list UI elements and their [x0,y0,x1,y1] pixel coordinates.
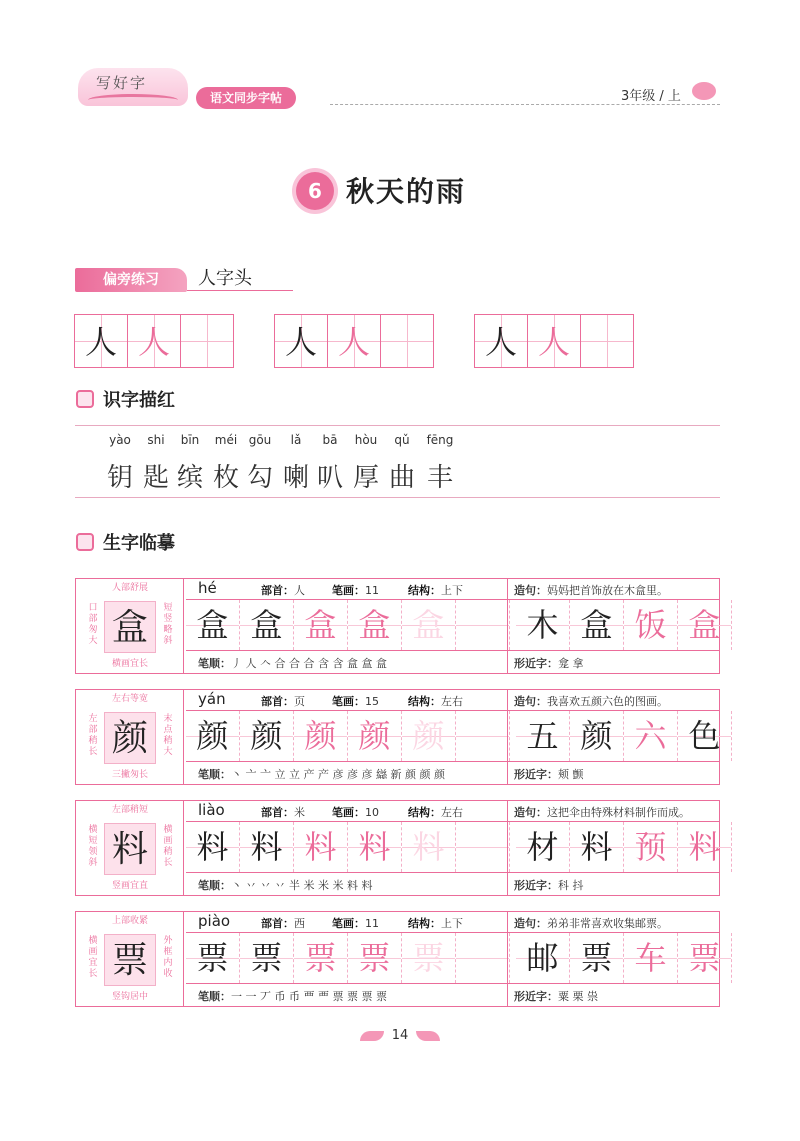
sentence: 造句：这把伞由特殊材料制作而成。 [514,806,690,819]
grid-cell[interactable]: 人 [527,314,581,368]
sentence: 造句：我喜欢五颜六色的图画。 [514,695,668,708]
pinyin-label: lǎ [290,433,302,447]
word-cell[interactable]: 预 [624,822,678,872]
practice-row [186,710,720,762]
practice-row [186,932,720,984]
bird-icon [692,82,716,100]
grid-cell[interactable]: 颜 [240,711,294,761]
pinyin-label: gōu [248,433,272,447]
stroke-order: 笔顺：一 一 丆 币 币 覀 覀 票 票 票 票 [198,990,387,1003]
grid-cell[interactable]: 人 [327,314,381,368]
stroke-order: 笔顺：丿 人 𠆢 合 合 合 含 含 盒 盒 盒 [198,657,387,670]
tip-bottom: 竖画宜直 [111,881,148,891]
grid-cell[interactable]: 票 [294,933,348,983]
sentence: 造句：弟弟非常喜欢收集邮票。 [514,917,668,930]
tip-bottom: 三撇匆长 [111,770,148,780]
grid-cell[interactable]: 盒 [402,600,456,650]
grid-cell[interactable]: 盒 [240,600,294,650]
header-divider [330,104,720,105]
radical-group [75,314,234,368]
grid-cell[interactable] [456,600,510,650]
tip-right: 外框内收 [163,936,173,979]
sentence: 造句：妈妈把首饰放在木盒里。 [514,584,668,597]
model-character: 料 [104,823,156,875]
model-character: 票 [104,934,156,986]
grid-cell[interactable]: 盒 [186,600,240,650]
practice-row [186,821,720,873]
radical-info: 部首：米 [261,806,305,819]
subtitle-pill: 语文同步字帖 [196,87,296,109]
radical-group [475,314,634,368]
strokes-info: 笔画：10 [332,806,379,819]
grid-cell[interactable]: 票 [186,933,240,983]
grid-cell[interactable]: 人 [127,314,181,368]
pinyin-label: qǔ [394,433,410,447]
model-box [76,579,184,673]
trace-character: 匙 [142,463,169,493]
grid-cell[interactable]: 料 [348,822,402,872]
tip-bottom: 横画宜长 [111,659,148,669]
strokes-info: 笔画：11 [332,917,379,930]
word-cell[interactable]: 车 [624,933,678,983]
grid-cell[interactable]: 料 [186,822,240,872]
stroke-order: 笔顺：丶 丷 丷 丷 半 米 米 米 料 料 [198,879,373,892]
pinyin-label: shi [147,433,165,447]
word-cell[interactable]: 盒 [678,600,732,650]
pinyin-label: hòu [354,433,378,447]
stroke-order: 笔顺：丶 亠 亠 立 立 产 产 彦 彦 彦 䜌 新 颜 颜 颜 [198,768,445,781]
practice-row [186,599,720,651]
structure-info: 结构：上下 [408,584,463,597]
word-cell[interactable]: 色 [678,711,732,761]
word-cell[interactable]: 饭 [624,600,678,650]
similar-chars: 形近字：科 抖 [514,879,584,892]
tip-right: 短竖略斜 [163,603,173,646]
column-divider [507,801,508,895]
grid-cell[interactable]: 盒 [348,600,402,650]
word-cell[interactable]: 料 [570,822,624,872]
word-cell[interactable]: 颜 [570,711,624,761]
word-cell[interactable]: 五 [516,711,570,761]
tip-right: 末点稍大 [163,714,173,757]
radical-info: 部首：人 [261,584,305,597]
practice-block [75,800,720,896]
practice-block [75,578,720,674]
model-character: 颜 [104,712,156,764]
pinyin-label: bīn [180,433,200,447]
tip-bottom: 竖钩居中 [111,992,148,1002]
radical-tag-line [187,290,293,291]
pinyin: yán [198,690,226,708]
divider [75,497,720,498]
radical-name: 人字头 [198,268,252,289]
radical-info: 部首：西 [261,917,305,930]
word-cell[interactable]: 料 [678,822,732,872]
grid-cell[interactable] [456,933,510,983]
grid-cell[interactable]: 票 [348,933,402,983]
trace-character: 喇 [282,463,309,493]
tip-top: 上部收紧 [111,916,148,926]
similar-chars: 形近字：粟 栗 祟 [514,990,598,1003]
structure-info: 结构：上下 [408,917,463,930]
strokes-info: 笔画：15 [332,695,379,708]
pencil-book-icon [76,533,94,551]
model-character: 盒 [104,601,156,653]
grid-cell[interactable] [380,314,434,368]
grid-cell[interactable]: 颜 [186,711,240,761]
grid-cell[interactable]: 人 [274,314,328,368]
tip-top: 左右等宽 [111,694,148,704]
trace-character: 丰 [426,463,453,493]
pinyin-label: bā [322,433,338,447]
pinyin: hé [198,579,217,597]
book-icon [88,94,178,106]
tip-top: 人部舒展 [111,583,148,593]
structure-info: 结构：左右 [408,806,463,819]
trace-character: 厚 [352,463,379,493]
word-cell[interactable]: 票 [570,933,624,983]
tip-left: 横画宜长 [88,936,98,979]
word-cell[interactable]: 材 [516,822,570,872]
tip-left: 口部匆大 [88,603,98,646]
column-divider [507,579,508,673]
tip-top: 左部稍短 [111,805,148,815]
section-title-recognize: 识字描红 [103,390,175,411]
similar-chars: 形近字：龛 拿 [514,657,584,670]
grid-cell[interactable]: 颜 [294,711,348,761]
lesson-title: 秋天的雨 [346,175,467,208]
tip-right: 横画稍长 [163,825,173,868]
column-divider [507,690,508,784]
strokes-info: 笔画：11 [332,584,379,597]
word-cell[interactable]: 六 [624,711,678,761]
pinyin-label: méi [214,433,238,447]
book-icon [76,390,94,408]
grid-cell[interactable] [456,711,510,761]
practice-block [75,689,720,785]
pinyin-label: fēng [426,433,454,447]
model-box [76,801,184,895]
page-number: 14 [391,1028,409,1043]
trace-character: 勾 [246,463,273,493]
grade-label: 3年级 / 上 [621,89,681,104]
section-title-practice: 生字临摹 [103,533,175,554]
grid-cell[interactable] [180,314,234,368]
trace-character: 曲 [388,463,415,493]
grid-cell[interactable]: 颜 [348,711,402,761]
lesson-number: 6 [296,172,334,210]
trace-character: 缤 [176,463,203,493]
pinyin: liào [198,801,225,819]
grid-cell[interactable]: 盒 [294,600,348,650]
radical-info: 部首：页 [261,695,305,708]
tip-left: 左部稍长 [88,714,98,757]
model-box [76,690,184,784]
grid-cell[interactable] [580,314,634,368]
trace-character: 叭 [316,463,343,493]
grid-cell[interactable]: 料 [402,822,456,872]
brand-text: 写好字 [96,74,148,92]
pinyin-label: yào [109,433,131,447]
trace-character: 钥 [106,463,133,493]
word-cell[interactable]: 木 [516,600,570,650]
radical-tag: 偏旁练习 [75,268,187,292]
pinyin: piào [198,912,231,930]
word-cell[interactable]: 邮 [516,933,570,983]
radical-group [275,314,434,368]
grid-cell[interactable] [456,822,510,872]
word-cell[interactable]: 盒 [570,600,624,650]
grid-cell[interactable]: 人 [474,314,528,368]
grid-cell[interactable]: 人 [74,314,128,368]
similar-chars: 形近字：颊 颤 [514,768,584,781]
structure-info: 结构：左右 [408,695,463,708]
grid-cell[interactable]: 料 [294,822,348,872]
grid-cell[interactable]: 料 [240,822,294,872]
model-box [76,912,184,1006]
column-divider [507,912,508,1006]
grid-cell[interactable]: 票 [402,933,456,983]
practice-block [75,911,720,1007]
word-cell[interactable]: 票 [678,933,732,983]
brand-logo [78,50,188,108]
divider [75,425,720,426]
grid-cell[interactable]: 票 [240,933,294,983]
trace-character: 枚 [212,463,239,493]
tip-left: 横短领斜 [88,825,98,868]
grid-cell[interactable]: 颜 [402,711,456,761]
